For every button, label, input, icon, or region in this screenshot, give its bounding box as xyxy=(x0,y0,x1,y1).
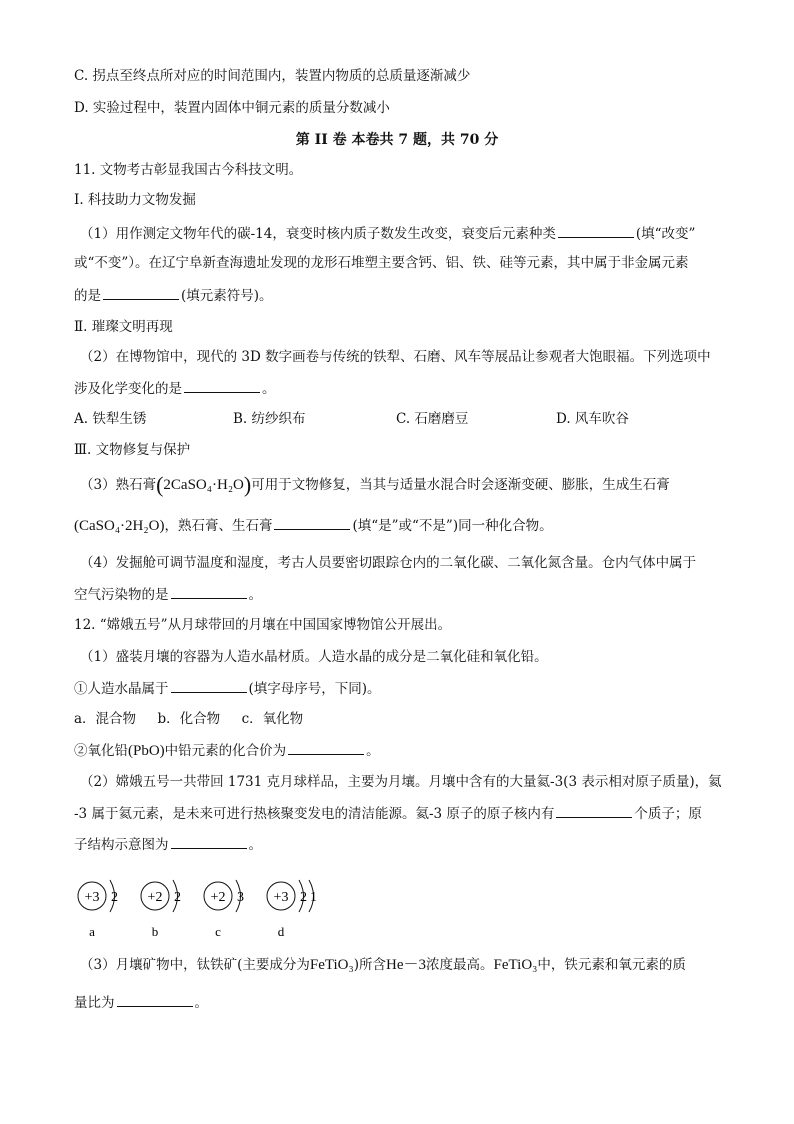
formula-pbo: (PbO) xyxy=(128,743,165,759)
formula-plaster: 2CaSO₄·H₂O xyxy=(163,477,244,493)
atom-diagram-c xyxy=(204,880,244,939)
formula-gypsum: (CaSO₄·2H₂O) xyxy=(74,518,165,534)
q11-part3: Ⅲ. 文物修复与保护 xyxy=(74,442,191,458)
q11-1-line-a: （1）用作测定文物年代的碳-14，衰变时核内质子数发生改变，衰变后元素种类 (填“改变” xyxy=(80,223,695,244)
q11-1-line-b: 或“不变”）。在辽宁阜新查海遗址发现的龙形石堆塑主要含钙、铝、铁、硅等元素，其中属于非金属元素 xyxy=(74,255,689,271)
answer-blank[interactable] xyxy=(117,992,193,1007)
q11-2-option-c[interactable]: C. 石磨磨豆 xyxy=(396,411,469,427)
q12-3-line-b: 量比为 。 xyxy=(74,992,208,1013)
q12-3-line-a: （3）月壤矿物中，钛铁矿(主要成分为FeTiO₃)所含He－3浓度最高。FeTiO₃中，铁元素和氧元素的质 xyxy=(80,957,686,973)
answer-blank[interactable] xyxy=(288,740,364,755)
q12-2-line-b: -3 属于氦元素，是未来可进行热核聚变发电的清洁能源。氦-3 原子的原子核内有 个质子；原 xyxy=(74,803,702,824)
diagram-label: d xyxy=(277,924,285,939)
q11-3-line-a: （3）熟石膏(2CaSO₄·H₂O)可用于文物修复，当其与适量水混合时会逐渐变硬、膨胀，生成生石膏 xyxy=(80,472,670,497)
q12-1-ii-line: ②氧化铅(PbO)中铅元素的化合价为 。 xyxy=(74,740,380,761)
q11-2-option-b[interactable]: B. 纺纱织布 xyxy=(233,411,306,427)
nucleus-charge: +3 xyxy=(273,890,289,905)
shell-electron-count: 2 xyxy=(174,890,181,905)
q11-3-line-b: (CaSO₄·2H₂O)，熟石膏、生石膏 (填“是”或“不是”)同一种化合物。 xyxy=(74,515,553,536)
nucleus-charge: +3 xyxy=(84,890,100,905)
atom-diagram-d xyxy=(267,880,317,939)
answer-blank[interactable] xyxy=(103,285,179,300)
answer-blank[interactable] xyxy=(558,223,634,238)
q11-part2: Ⅱ. 璀璨文明再现 xyxy=(74,319,173,335)
q12-stem: 12. “嫦娥五号”从月球带回的月壤在中国国家博物馆公开展出。 xyxy=(74,617,452,633)
section-title: 第 II 卷 本卷共 7 题，共 70 分 xyxy=(295,132,499,148)
diagram-label: a xyxy=(89,924,95,939)
option-c: C. 拐点至终点所对应的时间范围内，装置内物质的总质量逐渐减少 xyxy=(74,68,471,84)
q11-2-line-b: 涉及化学变化的是 。 xyxy=(74,378,276,399)
q11-2-line-a: （2）在博物馆中，现代的 3D 数字画卷与传统的铁犁、石磨、风车等展品让参观者大饱眼福。下列选项中 xyxy=(80,349,711,365)
shell-electron-count: 3 xyxy=(237,890,244,905)
answer-blank[interactable] xyxy=(171,834,247,849)
q11-part1: Ⅰ. 科技助力文物发掘 xyxy=(74,192,196,208)
formula-fetio3: FeTiO₃ xyxy=(309,957,354,973)
q11-2-option-d[interactable]: D. 风车吹谷 xyxy=(556,411,629,427)
q12-2-line-c: 子结构示意图为 。 xyxy=(74,834,262,855)
q11-2-option-a[interactable]: A. 铁犁生锈 xyxy=(74,411,147,427)
diagram-label: b xyxy=(151,924,159,939)
shell-electron-count: 1 xyxy=(310,890,317,905)
answer-blank[interactable] xyxy=(184,378,260,393)
nucleus-charge: +2 xyxy=(210,890,226,905)
q11-1-line-c: 的是 (填元素符号)。 xyxy=(74,285,273,306)
q11-4-line-b: 空气污染物的是 。 xyxy=(74,584,262,605)
q11-4-line-a: （4）发掘舱可调节温度和湿度，考古人员要密切跟踪仓内的二氧化碳、二氧化氮含量。仓内气体中属于 xyxy=(80,555,697,571)
option-d: D. 实验过程中，装置内固体中铜元素的质量分数减小 xyxy=(74,100,390,116)
q12-1-line: （1）盛装月壤的容器为人造水晶材质。人造水晶的成分是二氧化硅和氧化铅。 xyxy=(80,649,548,665)
formula-he3: He－3 xyxy=(386,957,427,973)
nucleus-charge: +2 xyxy=(147,890,163,905)
atom-structure-diagrams xyxy=(70,870,370,940)
atom-diagram-b xyxy=(141,880,181,939)
answer-blank[interactable] xyxy=(556,803,632,818)
atom-diagram-a xyxy=(78,880,118,939)
shell-electron-count: 2 xyxy=(300,890,307,905)
answer-blank[interactable] xyxy=(171,678,247,693)
q12-2-line-a: （2）嫦娥五号一共带回 1731 克月球样品，主要为月壤。月壤中含有的大量氦-3(3 表示相对原子质量)，氦 xyxy=(80,774,722,790)
shell-electron-count: 2 xyxy=(111,890,118,905)
formula-fetio3: FeTiO₃ xyxy=(493,957,538,973)
answer-blank[interactable] xyxy=(274,515,350,530)
answer-blank[interactable] xyxy=(171,584,247,599)
diagram-label: c xyxy=(215,924,221,939)
q12-1-options: a．混合物 b．化合物 c．氧化物 xyxy=(74,711,304,727)
q11-stem: 11. 文物考古彰显我国古今科技文明。 xyxy=(74,162,303,178)
q12-1-i-line: ①人造水晶属于 (填字母序号，下同)。 xyxy=(74,678,381,699)
